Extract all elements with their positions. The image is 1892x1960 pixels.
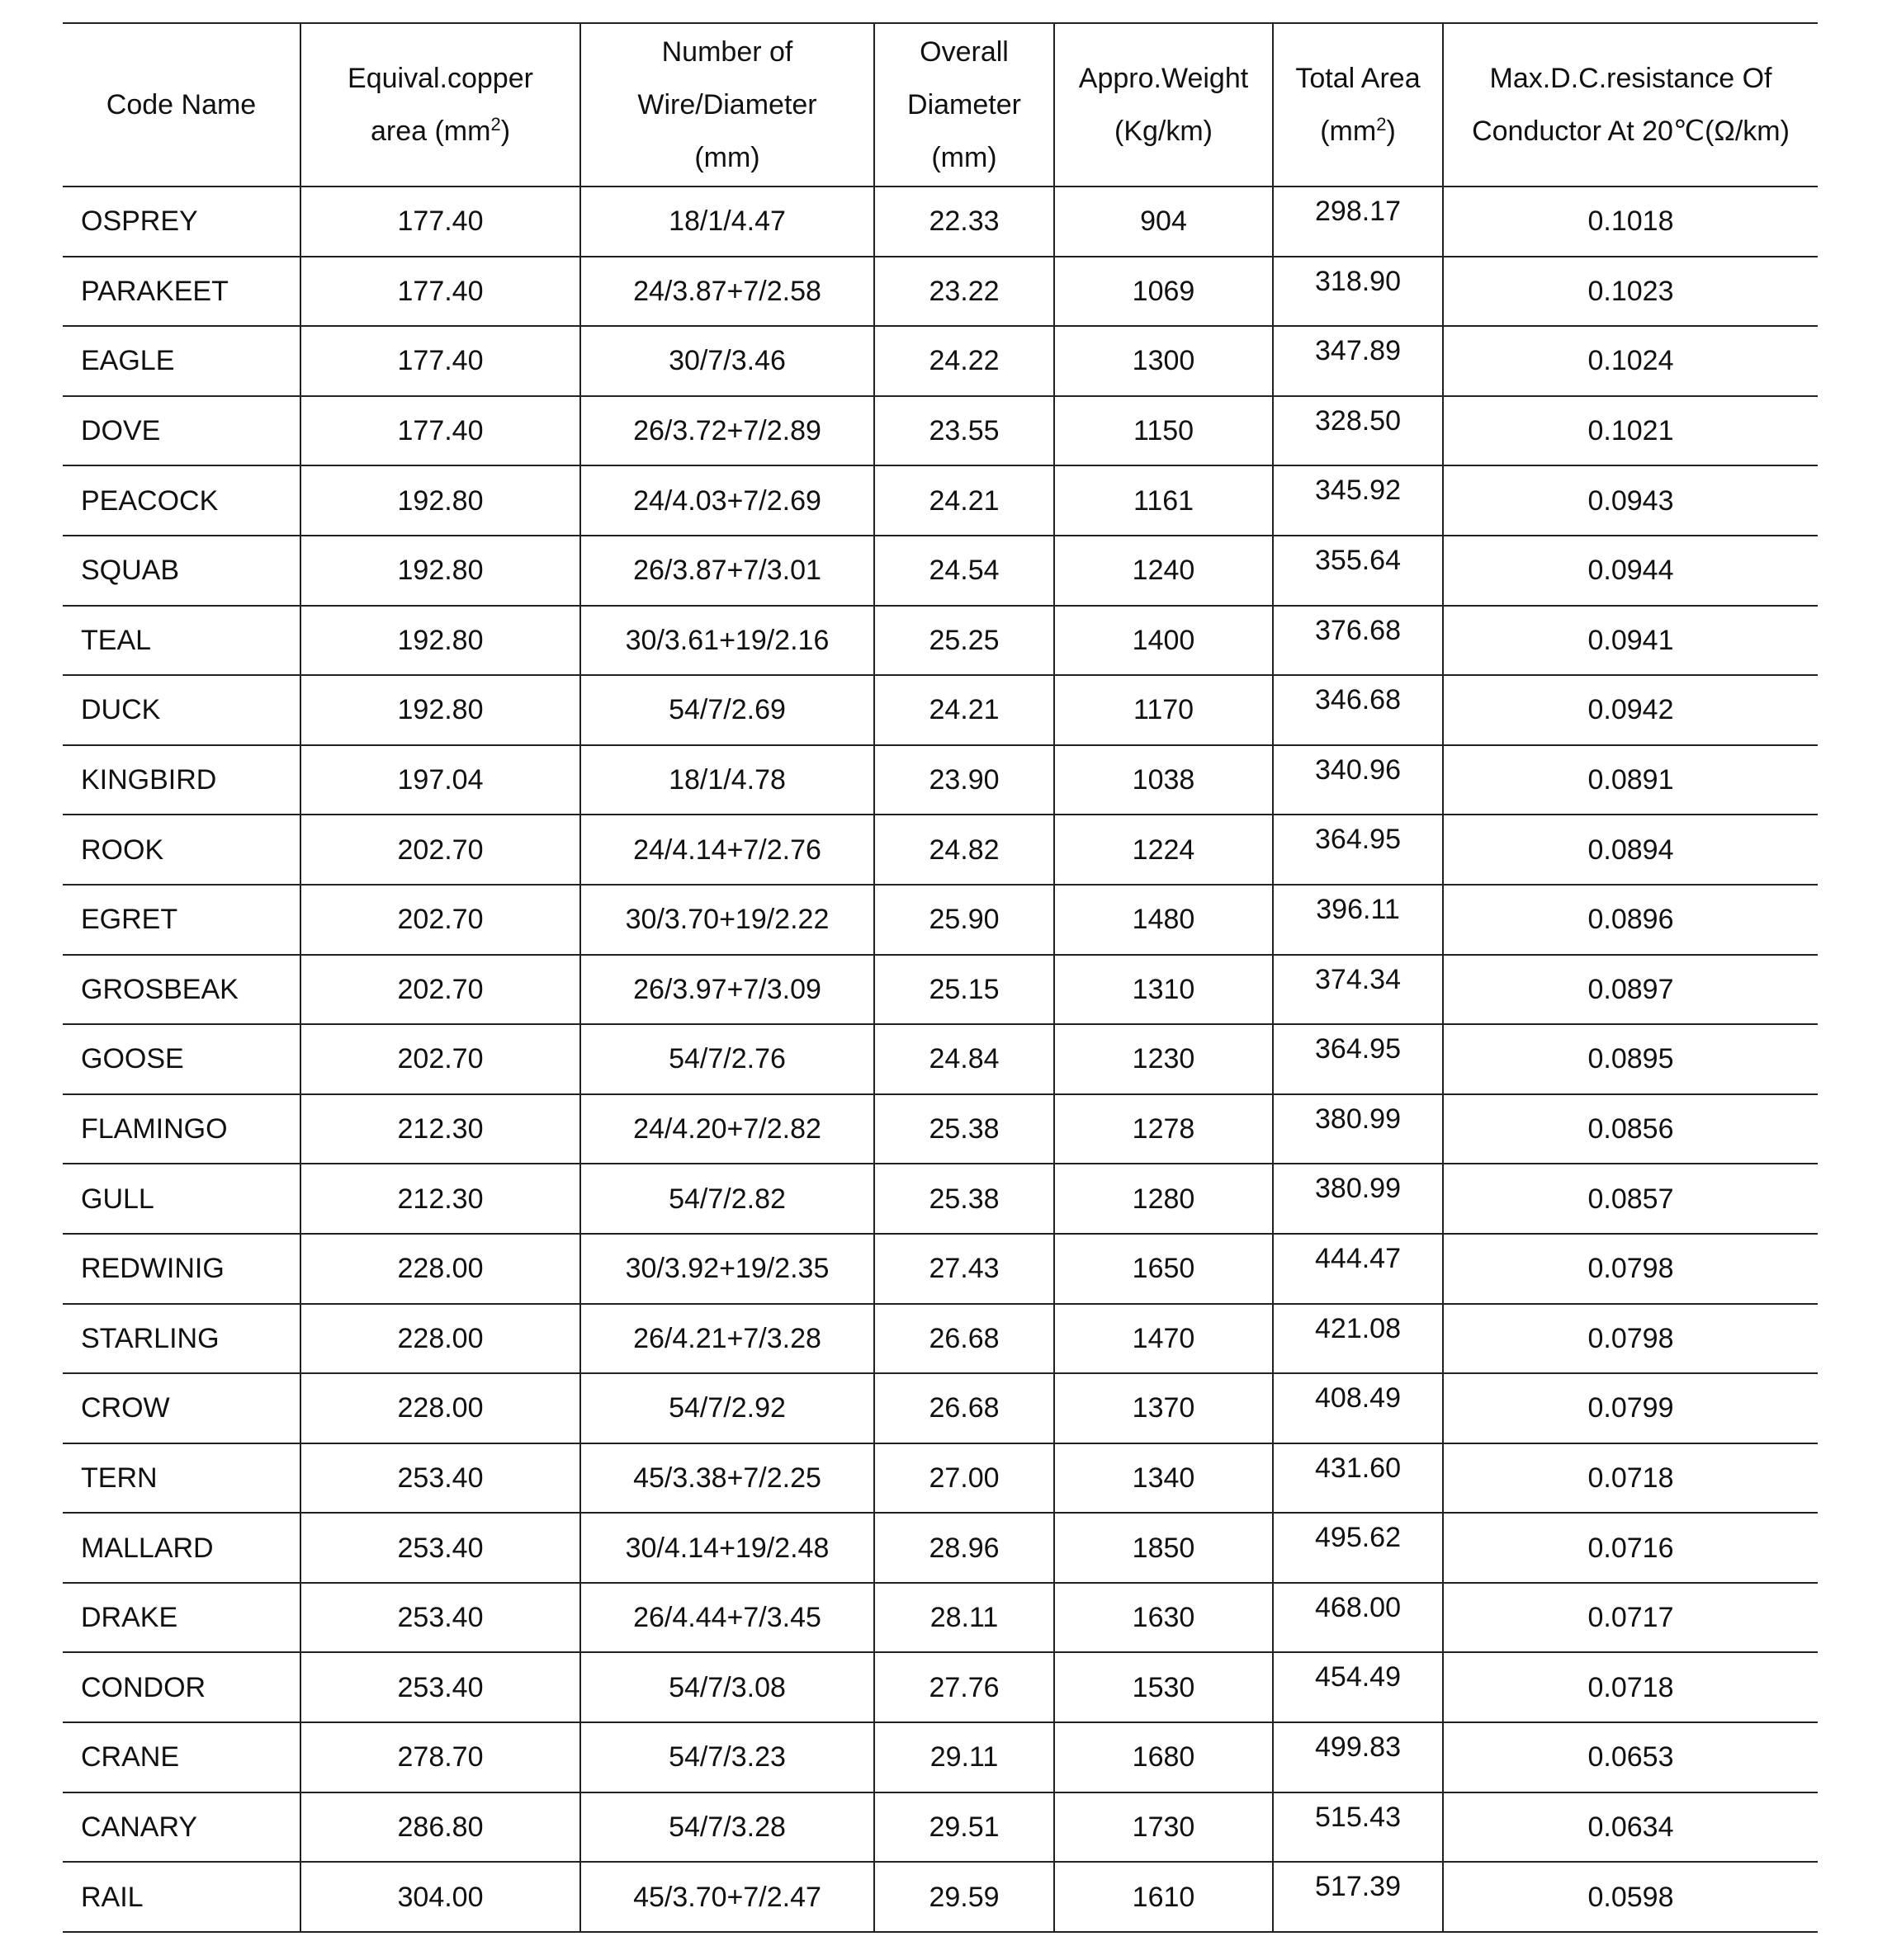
cell-overall-diameter: 24.54 xyxy=(874,536,1054,606)
cell-equiv-copper-area: 212.30 xyxy=(300,1164,580,1234)
cell-approx-weight: 1650 xyxy=(1054,1234,1273,1304)
cell-wire-diameter: 24/4.14+7/2.76 xyxy=(580,815,874,885)
header-overall-diameter: Overall Diameter (mm) xyxy=(874,23,1054,187)
cell-max-dc-resistance: 0.0798 xyxy=(1443,1304,1818,1374)
cell-total-area: 380.99 xyxy=(1273,1094,1443,1164)
cell-total-area: 380.99 xyxy=(1273,1164,1443,1234)
cell-overall-diameter: 25.15 xyxy=(874,955,1054,1025)
cell-total-area: 499.83 xyxy=(1273,1722,1443,1792)
cell-code-name: CANARY xyxy=(63,1792,300,1863)
cell-equiv-copper-area: 228.00 xyxy=(300,1234,580,1304)
cell-overall-diameter: 28.11 xyxy=(874,1583,1054,1653)
header-approx-weight: Appro.Weight (Kg/km) xyxy=(1054,23,1273,187)
header-total-area: Total Area $(mm^2)$ xyxy=(1273,23,1443,187)
cell-approx-weight: 1170 xyxy=(1054,675,1273,745)
cell-max-dc-resistance: 0.0856 xyxy=(1443,1094,1818,1164)
cell-approx-weight: 1278 xyxy=(1054,1094,1273,1164)
cell-max-dc-resistance: 0.0895 xyxy=(1443,1024,1818,1094)
cell-wire-diameter: 54/7/2.82 xyxy=(580,1164,874,1234)
cell-wire-diameter: 45/3.70+7/2.47 xyxy=(580,1862,874,1932)
cell-max-dc-resistance: 0.0717 xyxy=(1443,1583,1818,1653)
table-row xyxy=(63,1304,1818,1374)
table-row xyxy=(63,465,1818,536)
cell-total-area: 495.62 xyxy=(1273,1513,1443,1583)
cell-wire-diameter: 54/7/2.76 xyxy=(580,1024,874,1094)
cell-overall-diameter: 25.38 xyxy=(874,1164,1054,1234)
cell-code-name: MALLARD xyxy=(63,1513,300,1583)
cell-max-dc-resistance: 0.1023 xyxy=(1443,257,1818,327)
table-row xyxy=(63,815,1818,885)
cell-wire-diameter: 24/3.87+7/2.58 xyxy=(580,257,874,327)
cell-max-dc-resistance: 0.0891 xyxy=(1443,745,1818,815)
table-row xyxy=(63,257,1818,327)
table-row xyxy=(63,396,1818,466)
cell-overall-diameter: 27.76 xyxy=(874,1652,1054,1722)
table-row xyxy=(63,1164,1818,1234)
cell-approx-weight: 1470 xyxy=(1054,1304,1273,1374)
cell-wire-diameter: 26/3.97+7/3.09 xyxy=(580,955,874,1025)
cell-code-name: GULL xyxy=(63,1164,300,1234)
cell-max-dc-resistance: 0.0896 xyxy=(1443,885,1818,955)
header-equiv-copper-area: Equival.copper area $(mm^2)$ xyxy=(300,23,580,187)
cell-approx-weight: 1530 xyxy=(1054,1652,1273,1722)
cell-overall-diameter: 24.21 xyxy=(874,675,1054,745)
cell-total-area: 408.49 xyxy=(1273,1373,1443,1443)
table-row xyxy=(63,326,1818,396)
cell-max-dc-resistance: 0.0718 xyxy=(1443,1443,1818,1514)
table-row xyxy=(63,675,1818,745)
table-row xyxy=(63,536,1818,606)
cell-approx-weight: 1310 xyxy=(1054,955,1273,1025)
cell-approx-weight: 1480 xyxy=(1054,885,1273,955)
cell-equiv-copper-area: 253.40 xyxy=(300,1513,580,1583)
table-body xyxy=(63,187,1818,1932)
cell-code-name: GOOSE xyxy=(63,1024,300,1094)
cell-max-dc-resistance: 0.0799 xyxy=(1443,1373,1818,1443)
cell-equiv-copper-area: 177.40 xyxy=(300,396,580,466)
cell-overall-diameter: 28.96 xyxy=(874,1513,1054,1583)
cell-overall-diameter: 27.43 xyxy=(874,1234,1054,1304)
cell-total-area: 468.00 xyxy=(1273,1583,1443,1653)
cell-wire-diameter: 54/7/2.92 xyxy=(580,1373,874,1443)
cell-approx-weight: 1038 xyxy=(1054,745,1273,815)
cell-equiv-copper-area: 228.00 xyxy=(300,1304,580,1374)
cell-equiv-copper-area: 202.70 xyxy=(300,885,580,955)
cell-max-dc-resistance: 0.0941 xyxy=(1443,606,1818,676)
cell-total-area: 298.17 xyxy=(1273,187,1443,257)
cell-overall-diameter: 25.25 xyxy=(874,606,1054,676)
cell-max-dc-resistance: 0.1024 xyxy=(1443,326,1818,396)
cell-equiv-copper-area: 212.30 xyxy=(300,1094,580,1164)
cell-code-name: EGRET xyxy=(63,885,300,955)
cell-wire-diameter: 30/7/3.46 xyxy=(580,326,874,396)
cell-code-name: OSPREY xyxy=(63,187,300,257)
cell-equiv-copper-area: 202.70 xyxy=(300,955,580,1025)
header-wire-diameter: Number of Wire/Diameter (mm) xyxy=(580,23,874,187)
table-row xyxy=(63,1373,1818,1443)
cell-code-name: SQUAB xyxy=(63,536,300,606)
cell-overall-diameter: 22.33 xyxy=(874,187,1054,257)
cell-total-area: 318.90 xyxy=(1273,257,1443,327)
cell-total-area: 347.89 xyxy=(1273,326,1443,396)
cell-wire-diameter: 26/4.21+7/3.28 xyxy=(580,1304,874,1374)
cell-code-name: DOVE xyxy=(63,396,300,466)
cell-code-name: TEAL xyxy=(63,606,300,676)
cell-approx-weight: 1610 xyxy=(1054,1862,1273,1932)
cell-equiv-copper-area: 202.70 xyxy=(300,815,580,885)
cell-total-area: 374.34 xyxy=(1273,955,1443,1025)
cell-code-name: CRANE xyxy=(63,1722,300,1792)
cell-overall-diameter: 27.00 xyxy=(874,1443,1054,1514)
cell-equiv-copper-area: 228.00 xyxy=(300,1373,580,1443)
cell-max-dc-resistance: 0.0857 xyxy=(1443,1164,1818,1234)
cell-code-name: ROOK xyxy=(63,815,300,885)
cell-wire-diameter: 54/7/3.08 xyxy=(580,1652,874,1722)
cell-wire-diameter: 24/4.20+7/2.82 xyxy=(580,1094,874,1164)
cell-wire-diameter: 18/1/4.78 xyxy=(580,745,874,815)
header-max-dc-resistance: Max.D.C.resistance Of Conductor At 20℃(Ω/km) xyxy=(1443,23,1818,187)
cell-overall-diameter: 26.68 xyxy=(874,1373,1054,1443)
cell-code-name: DUCK xyxy=(63,675,300,745)
cell-max-dc-resistance: 0.0943 xyxy=(1443,465,1818,536)
table-row xyxy=(63,187,1818,257)
cell-code-name: REDWINIG xyxy=(63,1234,300,1304)
cell-code-name: DRAKE xyxy=(63,1583,300,1653)
cell-wire-diameter: 26/3.72+7/2.89 xyxy=(580,396,874,466)
cell-code-name: RAIL xyxy=(63,1862,300,1932)
cell-wire-diameter: 54/7/3.28 xyxy=(580,1792,874,1863)
cell-overall-diameter: 24.82 xyxy=(874,815,1054,885)
table-row xyxy=(63,1792,1818,1863)
cell-total-area: 328.50 xyxy=(1273,396,1443,466)
cell-equiv-copper-area: 177.40 xyxy=(300,326,580,396)
cell-max-dc-resistance: 0.1021 xyxy=(1443,396,1818,466)
cell-overall-diameter: 29.51 xyxy=(874,1792,1054,1863)
cell-code-name: STARLING xyxy=(63,1304,300,1374)
cell-approx-weight: 1400 xyxy=(1054,606,1273,676)
cell-overall-diameter: 25.38 xyxy=(874,1094,1054,1164)
cell-total-area: 376.68 xyxy=(1273,606,1443,676)
cell-equiv-copper-area: 304.00 xyxy=(300,1862,580,1932)
cell-approx-weight: 1850 xyxy=(1054,1513,1273,1583)
cell-wire-diameter: 26/4.44+7/3.45 xyxy=(580,1583,874,1653)
cell-approx-weight: 1150 xyxy=(1054,396,1273,466)
cell-max-dc-resistance: 0.0894 xyxy=(1443,815,1818,885)
cell-approx-weight: 1340 xyxy=(1054,1443,1273,1514)
cell-approx-weight: 1280 xyxy=(1054,1164,1273,1234)
cell-equiv-copper-area: 253.40 xyxy=(300,1443,580,1514)
cell-total-area: 454.49 xyxy=(1273,1652,1443,1722)
cell-approx-weight: 1370 xyxy=(1054,1373,1273,1443)
cell-wire-diameter: 26/3.87+7/3.01 xyxy=(580,536,874,606)
table-row xyxy=(63,1024,1818,1094)
table-row xyxy=(63,1652,1818,1722)
cell-code-name: TERN xyxy=(63,1443,300,1514)
cell-equiv-copper-area: 192.80 xyxy=(300,536,580,606)
cell-approx-weight: 1630 xyxy=(1054,1583,1273,1653)
cell-max-dc-resistance: 0.0718 xyxy=(1443,1652,1818,1722)
table-row xyxy=(63,1722,1818,1792)
cell-code-name: CROW xyxy=(63,1373,300,1443)
cell-equiv-copper-area: 177.40 xyxy=(300,257,580,327)
cell-equiv-copper-area: 278.70 xyxy=(300,1722,580,1792)
cell-wire-diameter: 18/1/4.47 xyxy=(580,187,874,257)
cell-overall-diameter: 29.11 xyxy=(874,1722,1054,1792)
cell-equiv-copper-area: 202.70 xyxy=(300,1024,580,1094)
cell-total-area: 340.96 xyxy=(1273,745,1443,815)
table-row xyxy=(63,1513,1818,1583)
cell-equiv-copper-area: 197.04 xyxy=(300,745,580,815)
cell-total-area: 517.39 xyxy=(1273,1862,1443,1932)
cell-max-dc-resistance: 0.0897 xyxy=(1443,955,1818,1025)
cell-approx-weight: 1069 xyxy=(1054,257,1273,327)
table-row xyxy=(63,1862,1818,1932)
cell-max-dc-resistance: 0.1018 xyxy=(1443,187,1818,257)
cell-total-area: 345.92 xyxy=(1273,465,1443,536)
cell-overall-diameter: 29.59 xyxy=(874,1862,1054,1932)
table-row xyxy=(63,1583,1818,1653)
table-row xyxy=(63,885,1818,955)
cell-code-name: CONDOR xyxy=(63,1652,300,1722)
cell-approx-weight: 1240 xyxy=(1054,536,1273,606)
cell-overall-diameter: 24.22 xyxy=(874,326,1054,396)
cell-code-name: FLAMINGO xyxy=(63,1094,300,1164)
cell-wire-diameter: 30/3.70+19/2.22 xyxy=(580,885,874,955)
table-row xyxy=(63,1094,1818,1164)
cell-max-dc-resistance: 0.0798 xyxy=(1443,1234,1818,1304)
cell-wire-diameter: 30/3.61+19/2.16 xyxy=(580,606,874,676)
cell-code-name: PEACOCK xyxy=(63,465,300,536)
cell-overall-diameter: 25.90 xyxy=(874,885,1054,955)
cell-overall-diameter: 26.68 xyxy=(874,1304,1054,1374)
cell-approx-weight: 1161 xyxy=(1054,465,1273,536)
table-header xyxy=(63,23,1818,187)
conductor-spec-table xyxy=(63,22,1818,1933)
cell-overall-diameter: 23.22 xyxy=(874,257,1054,327)
cell-max-dc-resistance: 0.0634 xyxy=(1443,1792,1818,1863)
cell-wire-diameter: 45/3.38+7/2.25 xyxy=(580,1443,874,1514)
cell-overall-diameter: 23.90 xyxy=(874,745,1054,815)
cell-total-area: 396.11 xyxy=(1273,885,1443,955)
cell-total-area: 364.95 xyxy=(1273,1024,1443,1094)
cell-approx-weight: 1300 xyxy=(1054,326,1273,396)
cell-equiv-copper-area: 253.40 xyxy=(300,1652,580,1722)
table-row xyxy=(63,1234,1818,1304)
cell-equiv-copper-area: 253.40 xyxy=(300,1583,580,1653)
cell-approx-weight: 1730 xyxy=(1054,1792,1273,1863)
cell-approx-weight: 1224 xyxy=(1054,815,1273,885)
cell-total-area: 364.95 xyxy=(1273,815,1443,885)
cell-approx-weight: 904 xyxy=(1054,187,1273,257)
cell-code-name: GROSBEAK xyxy=(63,955,300,1025)
cell-total-area: 515.43 xyxy=(1273,1792,1443,1863)
cell-equiv-copper-area: 286.80 xyxy=(300,1792,580,1863)
cell-max-dc-resistance: 0.0944 xyxy=(1443,536,1818,606)
table-row xyxy=(63,745,1818,815)
cell-overall-diameter: 24.21 xyxy=(874,465,1054,536)
cell-approx-weight: 1230 xyxy=(1054,1024,1273,1094)
cell-total-area: 444.47 xyxy=(1273,1234,1443,1304)
cell-equiv-copper-area: 192.80 xyxy=(300,606,580,676)
cell-total-area: 421.08 xyxy=(1273,1304,1443,1374)
cell-max-dc-resistance: 0.0653 xyxy=(1443,1722,1818,1792)
cell-equiv-copper-area: 177.40 xyxy=(300,187,580,257)
cell-wire-diameter: 30/3.92+19/2.35 xyxy=(580,1234,874,1304)
header-code-name: Code Name xyxy=(63,23,300,187)
cell-wire-diameter: 54/7/2.69 xyxy=(580,675,874,745)
header-row xyxy=(63,23,1818,187)
cell-code-name: PARAKEET xyxy=(63,257,300,327)
cell-equiv-copper-area: 192.80 xyxy=(300,465,580,536)
cell-overall-diameter: 23.55 xyxy=(874,396,1054,466)
cell-total-area: 355.64 xyxy=(1273,536,1443,606)
cell-code-name: EAGLE xyxy=(63,326,300,396)
cell-wire-diameter: 54/7/3.23 xyxy=(580,1722,874,1792)
cell-overall-diameter: 24.84 xyxy=(874,1024,1054,1094)
cell-equiv-copper-area: 192.80 xyxy=(300,675,580,745)
table-row xyxy=(63,1443,1818,1514)
cell-wire-diameter: 24/4.03+7/2.69 xyxy=(580,465,874,536)
table-row xyxy=(63,955,1818,1025)
cell-wire-diameter: 30/4.14+19/2.48 xyxy=(580,1513,874,1583)
table-row xyxy=(63,606,1818,676)
cell-total-area: 346.68 xyxy=(1273,675,1443,745)
cell-approx-weight: 1680 xyxy=(1054,1722,1273,1792)
cell-max-dc-resistance: 0.0598 xyxy=(1443,1862,1818,1932)
cell-max-dc-resistance: 0.0716 xyxy=(1443,1513,1818,1583)
cell-total-area: 431.60 xyxy=(1273,1443,1443,1514)
cell-max-dc-resistance: 0.0942 xyxy=(1443,675,1818,745)
cell-code-name: KINGBIRD xyxy=(63,745,300,815)
